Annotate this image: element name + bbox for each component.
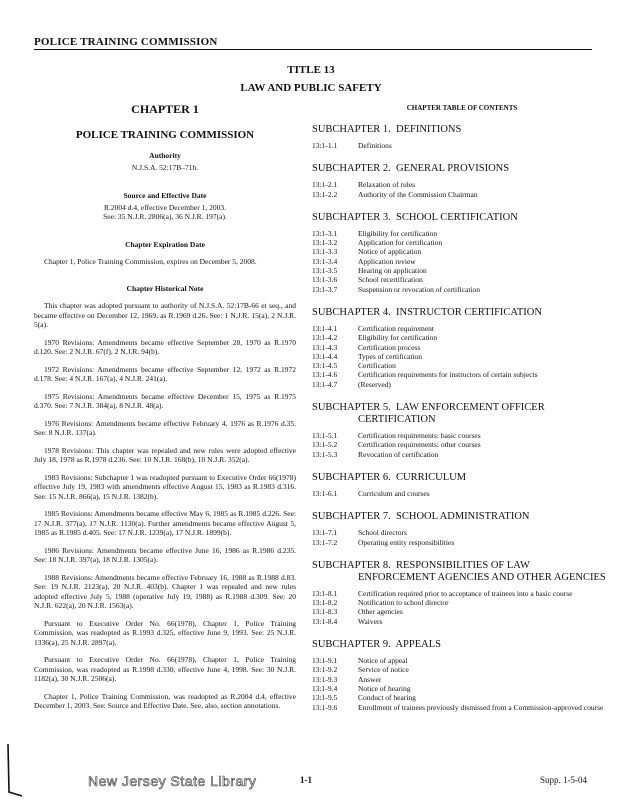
toc-item[interactable] <box>312 440 612 449</box>
section-title: Certification <box>358 361 396 371</box>
subchapter-items <box>312 656 612 712</box>
section-number: 13:1-8.2 <box>312 598 338 608</box>
section-number: 13:1-9.1 <box>312 656 338 666</box>
subchapter-heading-text: SUBCHAPTER 7. SCHOOL ADMINISTRATION <box>312 511 530 523</box>
section-title: Certification requirements: other courses <box>358 440 481 450</box>
toc-item[interactable] <box>312 343 612 352</box>
source-text-1: R.2004 d.4, effective December 1, 2003. <box>104 202 226 212</box>
section-number: 13:1-3.7 <box>312 284 338 294</box>
toc-item[interactable] <box>312 607 612 616</box>
toc-item[interactable] <box>312 324 612 333</box>
chapter-name: POLICE TRAINING COMMISSION <box>75 129 255 141</box>
toc-item[interactable] <box>312 675 612 684</box>
toc-item[interactable] <box>312 333 612 342</box>
section-title: Notice of appeal <box>358 656 408 666</box>
subchapter-items <box>312 141 612 150</box>
section-number: 13:1-8.4 <box>312 616 338 626</box>
subchapter-items <box>312 324 612 389</box>
subchapter-heading-text: SUBCHAPTER 2. GENERAL PROVISIONS <box>312 163 510 175</box>
section-number: 13:1-8.3 <box>312 607 338 617</box>
section-title: Other agencies <box>358 607 403 617</box>
section-number: 13:1-4.6 <box>312 370 338 380</box>
section-title: (Reserved) <box>358 379 391 389</box>
section-title: Notice of application <box>358 247 422 257</box>
historical-note-paragraph: 1978 Revisions: This chapter was repealed and new rules were adopted effective July 18, 1978 as R.1978 d.236. See: 10 N.J.R. 168(b), 10 N.J.R. 352(a). <box>34 445 296 464</box>
scan-corner-mark <box>6 742 24 798</box>
section-number: 13:1-9.4 <box>312 683 338 693</box>
section-number: 13:1-8.1 <box>312 588 338 598</box>
toc-item[interactable] <box>312 617 612 626</box>
section-number: 13:1-2.1 <box>312 180 338 190</box>
historical-note-heading: Chapter Historical Note <box>126 284 204 293</box>
subtitle-line: LAW AND PUBLIC SAFETY <box>240 82 382 94</box>
section-title: Eligibility for certification <box>358 228 438 238</box>
section-title: Application review <box>358 256 416 266</box>
section-title: Application for certification <box>358 238 443 248</box>
section-number: 13:1-3.5 <box>312 266 338 276</box>
subchapter-items <box>312 589 612 626</box>
section-title: Certification required prior to acceptance of trainees into a basic course <box>358 588 573 598</box>
toc-item[interactable] <box>312 589 612 598</box>
expiration-text: Chapter 1, Police Training Commission, expires on December 5, 2008. <box>44 256 257 266</box>
section-title: Hearing on application <box>358 266 427 276</box>
right-column <box>312 96 612 712</box>
section-number: 13:1-3.1 <box>312 228 338 238</box>
historical-note-paragraph: 1988 Revisions: Amendments became effective February 16, 1988 as R.1988 d.83. See: 19 N.J.R. 2123(a), 20 N.J.R. 403(b). Chapter 1 was repealed and new rules adopted effective July 5, 1988 (operative July 19, 1988) as R.1988 d.309. See: 20 N.J.R. 622(a), 20 N.J.R. 1563(a). <box>34 572 296 610</box>
toc-item[interactable] <box>312 238 612 247</box>
toc-list <box>312 124 612 712</box>
toc-item[interactable] <box>312 450 612 459</box>
section-number: 13:1-2.2 <box>312 189 338 199</box>
subchapter-heading-continuation: CERTIFICATION <box>358 414 436 426</box>
left-column <box>34 96 296 711</box>
section-number: 13:1-4.4 <box>312 351 338 361</box>
historical-note-paragraph: 1985 Revisions: Amendments became effective May 6, 1985 as R.1985 d.226. See: 17 N.J.R. 377(a), 17 N.J.R. 1130(a). Further amendments became effective August 5, 1985 as R.1985 d.405. See: 17 N.J.R. 1239(a), 17 N.J.R. 1899(b). <box>34 509 296 537</box>
subchapter-heading-text: SUBCHAPTER 4. INSTRUCTOR CERTIFICATION <box>312 306 542 318</box>
toc-item[interactable] <box>312 266 612 275</box>
subchapter-heading-text: SUBCHAPTER 9. APPEALS <box>312 639 441 651</box>
section-title: Relaxation of rules <box>358 180 416 190</box>
section-title: Types of certification <box>358 351 423 361</box>
section-title: Certification process <box>358 342 421 352</box>
subchapter-items <box>312 229 612 294</box>
toc-item[interactable] <box>312 431 612 440</box>
section-number: 13:1-9.6 <box>312 702 338 712</box>
subchapter-heading-continuation: ENFORCEMENT AGENCIES AND OTHER AGENCIES <box>358 571 606 583</box>
section-number: 13:1-5.1 <box>312 431 338 441</box>
toc-item[interactable] <box>312 656 612 665</box>
source-text-2: See: 35 N.J.R. 2806(a), 36 N.J.R. 197(a). <box>103 212 227 221</box>
toc-item[interactable] <box>312 598 612 607</box>
section-number: 13:1-3.2 <box>312 238 338 248</box>
section-number: 13:1-1.1 <box>312 141 338 150</box>
section-number: 13:1-3.3 <box>312 247 338 257</box>
section-number: 13:1-6.1 <box>312 488 338 498</box>
page-number: 1-1 <box>300 775 312 785</box>
subchapter-heading <box>312 212 612 224</box>
source-heading: Source and Effective Date <box>123 190 207 200</box>
toc-item[interactable] <box>312 141 612 150</box>
section-title: Revocation of certification <box>358 449 439 459</box>
section-title: Service of notice <box>358 665 409 675</box>
historical-note-list <box>34 301 296 711</box>
section-number: 13:1-3.4 <box>312 256 338 266</box>
authority-text: N.J.S.A. 52:17B–71h. <box>131 163 199 172</box>
toc-title: CHAPTER TABLE OF CONTENTS <box>406 104 518 112</box>
section-title: Notice of hearing <box>358 683 411 693</box>
toc-item[interactable] <box>312 528 612 537</box>
subchapter-heading <box>312 511 612 523</box>
toc-item[interactable] <box>312 257 612 266</box>
header-rule <box>34 49 592 50</box>
section-title: Certification requirements for instructors of certain subjects <box>358 370 538 380</box>
toc-item[interactable] <box>312 489 612 498</box>
historical-note-paragraph: 1976 Revisions: Amendments became effective February 4, 1976 as R.1976 d.35. See: 8 N.J.R. 137(a). <box>34 418 296 437</box>
section-number: 13:1-7.1 <box>312 528 338 538</box>
historical-note-paragraph: 1972 Revisions: Amendments became effective September 12, 1972 as R.1972 d.178. See: 4 N.J.R. 167(a), 4 N.J.R. 241(a). <box>34 364 296 383</box>
section-title: Notification to school director <box>358 598 449 608</box>
subchapter-heading-text: SUBCHAPTER 6. CURRICULUM <box>312 471 467 483</box>
toc-item[interactable] <box>312 352 612 361</box>
section-title: Certification requirement <box>358 323 435 333</box>
supplement-date: Supp. 1-5-04 <box>540 775 587 785</box>
running-head: POLICE TRAINING COMMISSION <box>34 36 218 48</box>
subchapter-items <box>312 431 612 459</box>
toc-item[interactable] <box>312 190 612 199</box>
toc-item[interactable] <box>312 538 612 547</box>
section-number: 13:1-9.3 <box>312 674 338 684</box>
library-watermark: New Jersey State Library <box>88 773 257 789</box>
section-title: Curriculum and courses <box>358 488 430 498</box>
section-title: Authority of the Commission Chairman <box>358 189 478 199</box>
section-number: 13:1-5.2 <box>312 440 338 450</box>
toc-item[interactable] <box>312 370 612 379</box>
subchapter-heading-text: SUBCHAPTER 3. SCHOOL CERTIFICATION <box>312 211 518 223</box>
subchapter-heading <box>312 124 612 136</box>
toc-item[interactable] <box>312 380 612 389</box>
subchapter-heading <box>312 560 612 584</box>
historical-note-paragraph: Pursuant to Executive Order No. 66(1978), Chapter 1, Police Training Commission, was readopted as R.1993 d.325, effective June 9, 1993. See: 25 N.J.R. 1336(a), 25 N.J.R. 2897(a). <box>34 618 296 647</box>
chapter-heading: CHAPTER 1 <box>131 102 199 116</box>
section-number: 13:1-3.6 <box>312 275 338 285</box>
historical-note-paragraph: 1986 Revisions: Amendments became effective June 16, 1986 as R.1986 d.235. See: 18 N.J.R. 397(a), 18 N.J.R. 1305(a). <box>34 545 296 564</box>
section-title: Certification requirements: basic courses <box>358 431 481 441</box>
historical-note-paragraph: 1983 Revisions: Subchapter 1 was readopted pursuant to Executive Order 66(1978) effective July 19, 1983 with amendments effective August 15, 1983 as R.1983 d.316. See: 15 N.J.R. 866(a), 15 N.J.R. 1382(b). <box>34 472 296 501</box>
historical-note-paragraph: Chapter 1, Police Training Commission, was readopted as R.2004 d.4, effective December 1, 2003. See: Source and Effective Date. See, also, section annotations. <box>34 691 296 710</box>
section-title: School recertification <box>358 275 423 285</box>
section-title: Suspension or revocation of certification <box>358 284 481 294</box>
toc-item[interactable] <box>312 703 612 712</box>
subchapter-items <box>312 489 612 498</box>
section-number: 13:1-4.7 <box>312 379 338 389</box>
section-title: Enrollment of trainees previously dismissed from a Commission-approved course <box>358 702 604 712</box>
section-title: Conduct of hearing <box>358 693 416 703</box>
subchapter-heading <box>312 163 612 175</box>
toc-item[interactable] <box>312 247 612 256</box>
subchapter-heading-text: SUBCHAPTER 1. DEFINITIONS <box>312 124 462 135</box>
toc-item[interactable] <box>312 665 612 674</box>
subchapter-heading <box>312 402 612 426</box>
toc-item[interactable] <box>312 229 612 238</box>
section-title: Operating entity responsibilities <box>358 537 455 547</box>
toc-item[interactable] <box>312 693 612 702</box>
subchapter-items <box>312 180 612 199</box>
section-number: 13:1-4.5 <box>312 361 338 371</box>
toc-item[interactable] <box>312 285 612 294</box>
section-number: 13:1-4.1 <box>312 323 338 333</box>
section-number: 13:1-7.2 <box>312 537 338 547</box>
toc-item[interactable] <box>312 361 612 370</box>
historical-note-paragraph: 1975 Revisions: Amendments became effective December 15, 1975 as R.1975 d.370. See: 7 N.J.R. 384(a), 8 N.J.R. 48(a). <box>34 391 296 410</box>
historical-note-paragraph: This chapter was adopted pursuant to authority of N.J.S.A. 52:17B-66 et seq., and became effective on December 12, 1969, as R.1969 d.26. See: 1 N.J.R. 15(a), 2 N.J.R. 5(a). <box>34 301 296 329</box>
subchapter-heading <box>312 307 612 319</box>
section-number: 13:1-9.5 <box>312 693 338 703</box>
section-title: Definitions <box>358 141 392 150</box>
toc-item[interactable] <box>312 275 612 284</box>
title-line: TITLE 13 <box>287 64 335 76</box>
section-title: Waivers <box>358 616 383 626</box>
toc-item[interactable] <box>312 180 612 189</box>
section-number: 13:1-4.3 <box>312 342 338 352</box>
section-number: 13:1-5.3 <box>312 449 338 459</box>
subchapter-heading <box>312 639 612 651</box>
expiration-heading: Chapter Expiration Date <box>125 239 205 249</box>
section-number: 13:1-4.2 <box>312 333 338 343</box>
section-title: Eligibility for certification <box>358 333 438 343</box>
historical-note-paragraph: 1970 Revisions: Amendments became effective September 28, 1970 as R.1970 d.120. See: 2 N.J.R. 67(f), 2 N.J.R. 94(b). <box>34 337 296 356</box>
subchapter-heading-text: SUBCHAPTER 8. RESPONSIBILITIES OF LAW <box>312 559 530 571</box>
subchapter-heading-text: SUBCHAPTER 5. LAW ENFORCEMENT OFFICER <box>312 402 545 414</box>
historical-note-paragraph: Pursuant to Executive Order No. 66(1978), Chapter 1, Police Training Commission, was readopted as R.1998 d.330, effective June 4, 1998. See: 30 N.J.R. 1182(a), 30 N.J.R. 2506(a). <box>34 655 296 683</box>
section-title: Answer <box>358 674 382 684</box>
authority-heading: Authority <box>149 151 181 160</box>
section-number: 13:1-9.2 <box>312 665 338 675</box>
toc-item[interactable] <box>312 684 612 693</box>
subchapter-items <box>312 528 612 547</box>
section-title: School directors <box>358 528 407 538</box>
subchapter-heading <box>312 472 612 484</box>
